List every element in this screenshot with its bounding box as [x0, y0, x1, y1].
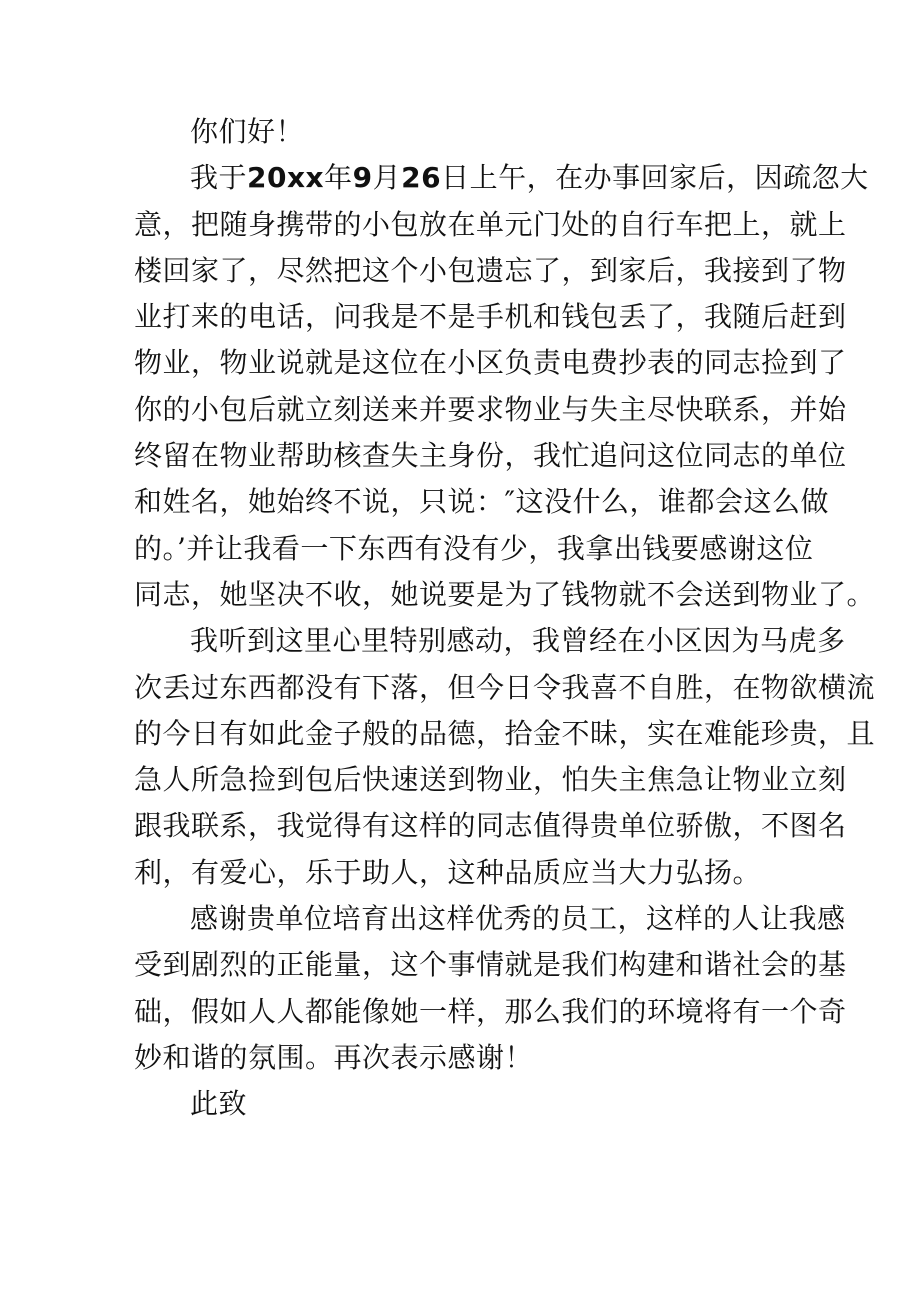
paragraph-2-line: 利，有爱心，乐于助人，这种品质应当大力弘扬。	[134, 855, 762, 889]
paragraph-1-line: 物业，物业说就是这位在小区负责电费抄表的同志捡到了	[134, 346, 847, 380]
day-value: 26	[401, 161, 442, 195]
paragraph-1-line: 同志，她坚决不收，她说要是为了钱物就不会送到物业了。	[134, 577, 876, 611]
paragraph-1-line-1	[134, 155, 869, 201]
paragraph-1-line: 的。’并让我看一下东西有没有少，我拿出钱要感谢这位	[134, 531, 814, 565]
paragraph-1-line: 终留在物业帮助核查失主身份，我忙追问这位同志的单位	[134, 439, 847, 473]
paragraph-2-line: 我听到这里心里特别感动，我曾经在小区因为马虎多	[190, 624, 846, 658]
paragraph-2-line: 次丢过东西都没有下落，但今日令我喜不自胜，在物欲横流	[134, 670, 876, 704]
year-value: 20xx	[247, 161, 325, 195]
paragraph-2-line: 的今日有如此金子般的品德，拾金不昧，实在难能珍贵，且	[134, 716, 876, 750]
text-span: 年	[324, 161, 353, 195]
paragraph-2-line: 跟我联系，我觉得有这样的同志值得贵单位骄傲，不图名	[134, 809, 847, 843]
paragraph-1-line: 楼回家了，尽然把这个小包遗忘了，到家后，我接到了物	[134, 253, 847, 287]
paragraph-1-line: 业打来的电话，问我是不是手机和钱包丢了，我随后赶到	[134, 300, 847, 334]
text-span: 日上午，在办事回家后，因疏忽大	[441, 161, 869, 195]
text-span: 我于	[190, 161, 248, 195]
paragraph-1-line: 意，把随身携带的小包放在单元门处的自行车把上，就上	[134, 207, 847, 241]
paragraph-3-line: 受到剧烈的正能量，这个事情就是我们构建和谐社会的基	[134, 948, 847, 982]
greeting: 你们好！	[190, 115, 305, 148]
month-value: 9	[352, 161, 373, 195]
letter-body	[134, 109, 876, 1128]
paragraph-3-line: 础，假如人人都能像她一样，那么我们的环境将有一个奇	[134, 994, 847, 1028]
closing: 此致	[190, 1087, 248, 1121]
text-span: 月	[372, 161, 402, 195]
paragraph-1-line: 你的小包后就立刻送来并要求物业与失主尽快联系，并始	[134, 392, 847, 426]
paragraph-3-line: 感谢贵单位培育出这样优秀的员工，这样的人让我感	[190, 902, 846, 936]
paragraph-1-line: 和姓名，她始终不说，只说：″这没什么，谁都会这么做	[134, 485, 829, 519]
paragraph-3-line: 妙和谐的氛围。再次表示感谢！	[134, 1040, 534, 1074]
paragraph-2-line: 急人所急捡到包后快速送到物业，怕失主焦急让物业立刻	[134, 763, 847, 797]
